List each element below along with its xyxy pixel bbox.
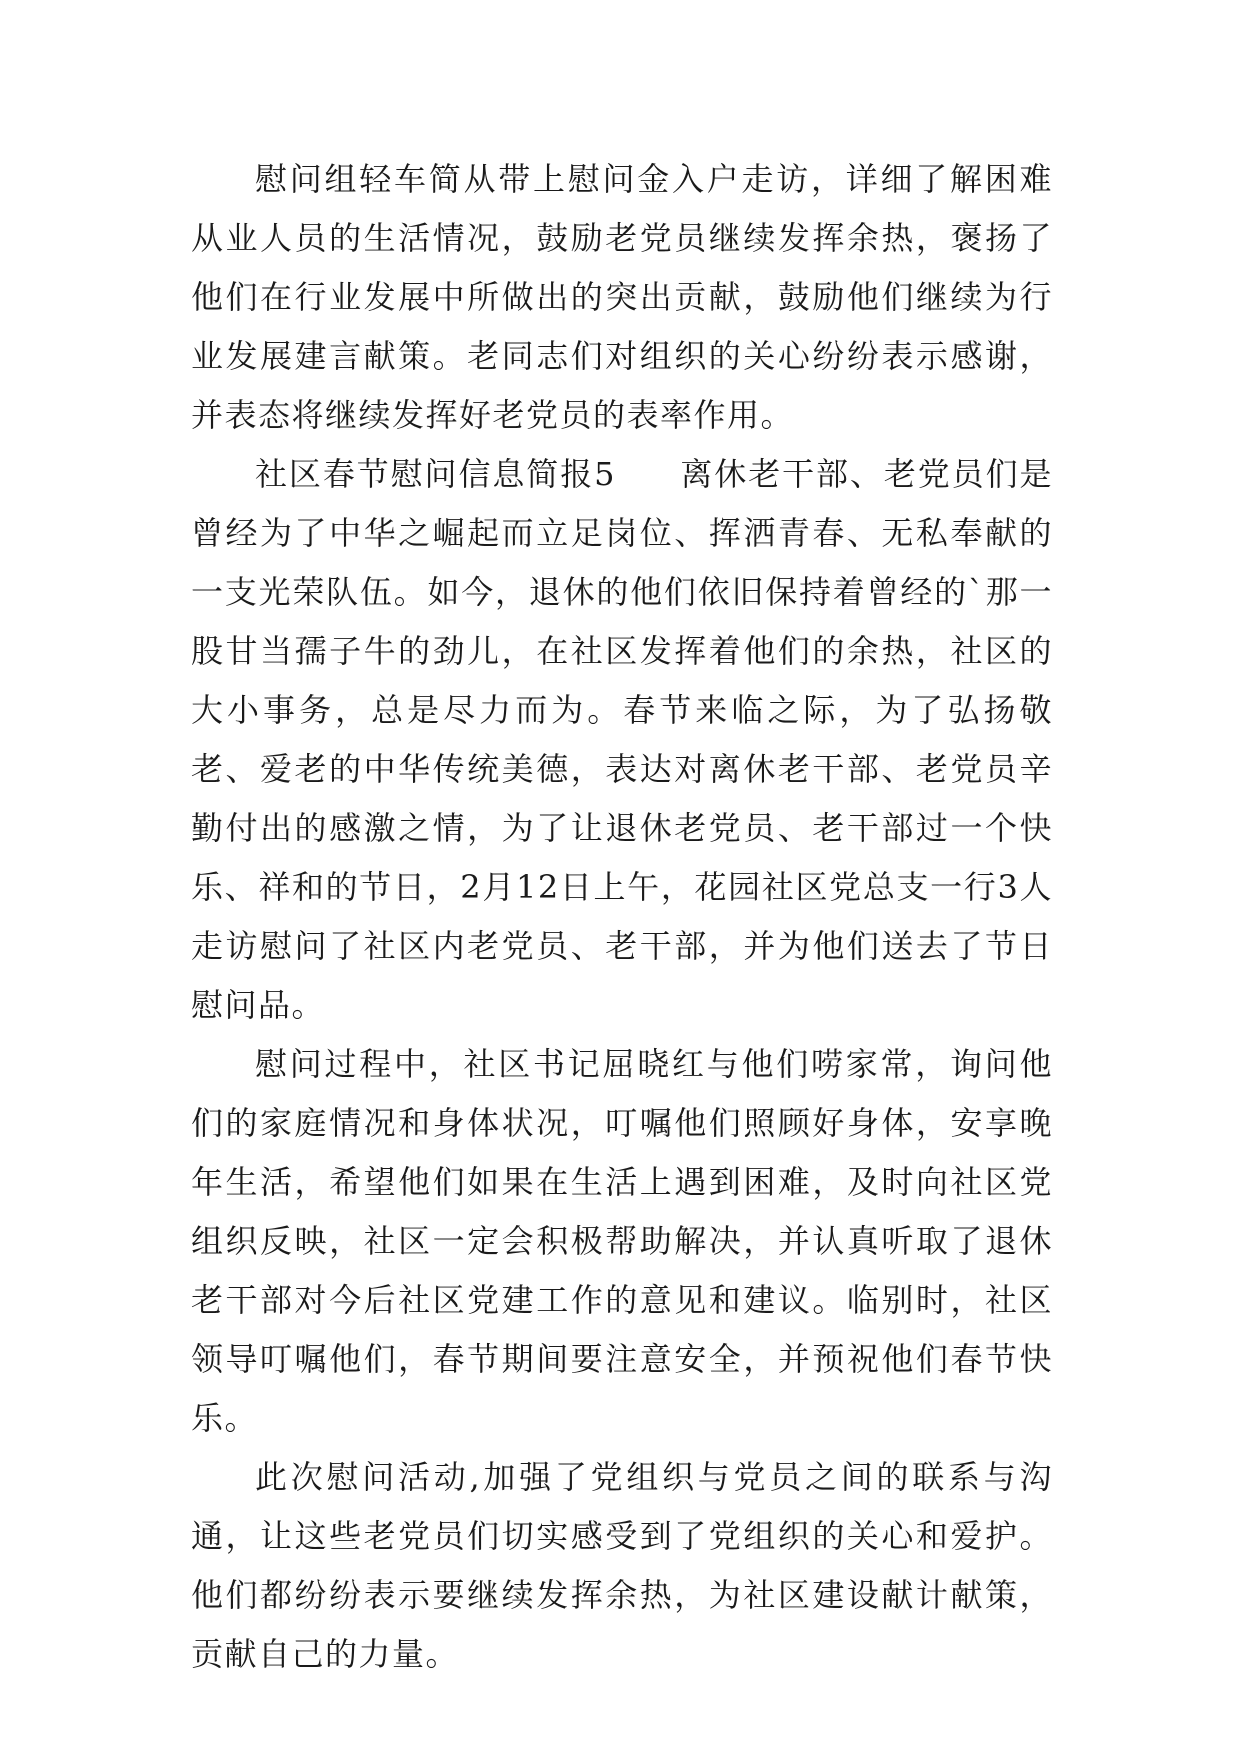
paragraph-1-text: 慰问组轻车简从带上慰问金入户走访，详细了解困难从业人员的生活情况，鼓励老党员继续发挥余热，褒扬了他们在行业发展中所做出的突出贡献，鼓励他们继续为行业发展建言献策。老同志们对组织的关心纷纷表示感谢，并表态将继续发挥好老党员的表率作用。 bbox=[191, 160, 1053, 434]
paragraph-3 bbox=[191, 1035, 1053, 1448]
paragraph-3-text: 慰问过程中，社区书记屈晓红与他们唠家常，询问他们的家庭情况和身体状况，叮嘱他们照顾好身体，安享晚年生活，希望他们如果在生活上遇到困难，及时向社区党组织反映，社区一定会积极帮助解决，并认真听取了退休老干部对今后社区党建工作的意见和建议。临别时，社区领导叮嘱他们，春节期间要注意安全，并预祝他们春节快乐。 bbox=[191, 1045, 1053, 1437]
paragraph-2-text: 离休老干部、老党员们是曾经为了中华之崛起而立足岗位、挥洒青春、无私奉献的一支光荣队伍。如今，退休的他们依旧保持着曾经的`那一股甘当孺子牛的劲儿，在社区发挥着他们的余热，社区的大小事务，总是尽力而为。春节来临之际，为了弘扬敬老、爱老的中华传统美德，表达对离休老干部、老党员辛勤付出的感激之情，为了让退休老党员、老干部过一个快乐、祥和的节日，2月12日上午，花园社区党总支一行3人走访慰问了社区内老党员、老干部，并为他们送去了节日慰问品。 bbox=[191, 455, 1053, 1024]
report-heading: 社区春节慰问信息简报5 bbox=[255, 455, 616, 493]
paragraph-1 bbox=[191, 150, 1053, 445]
paragraph-4-text: 此次慰问活动,加强了党组织与党员之间的联系与沟通，让这些老党员们切实感受到了党组织的关心和爱护。他们都纷纷表示要继续发挥余热，为社区建设献计献策，贡献自己的力量。 bbox=[191, 1458, 1053, 1673]
paragraph-4 bbox=[191, 1448, 1053, 1684]
paragraph-2 bbox=[191, 445, 1053, 1035]
document-body bbox=[191, 150, 1053, 1684]
